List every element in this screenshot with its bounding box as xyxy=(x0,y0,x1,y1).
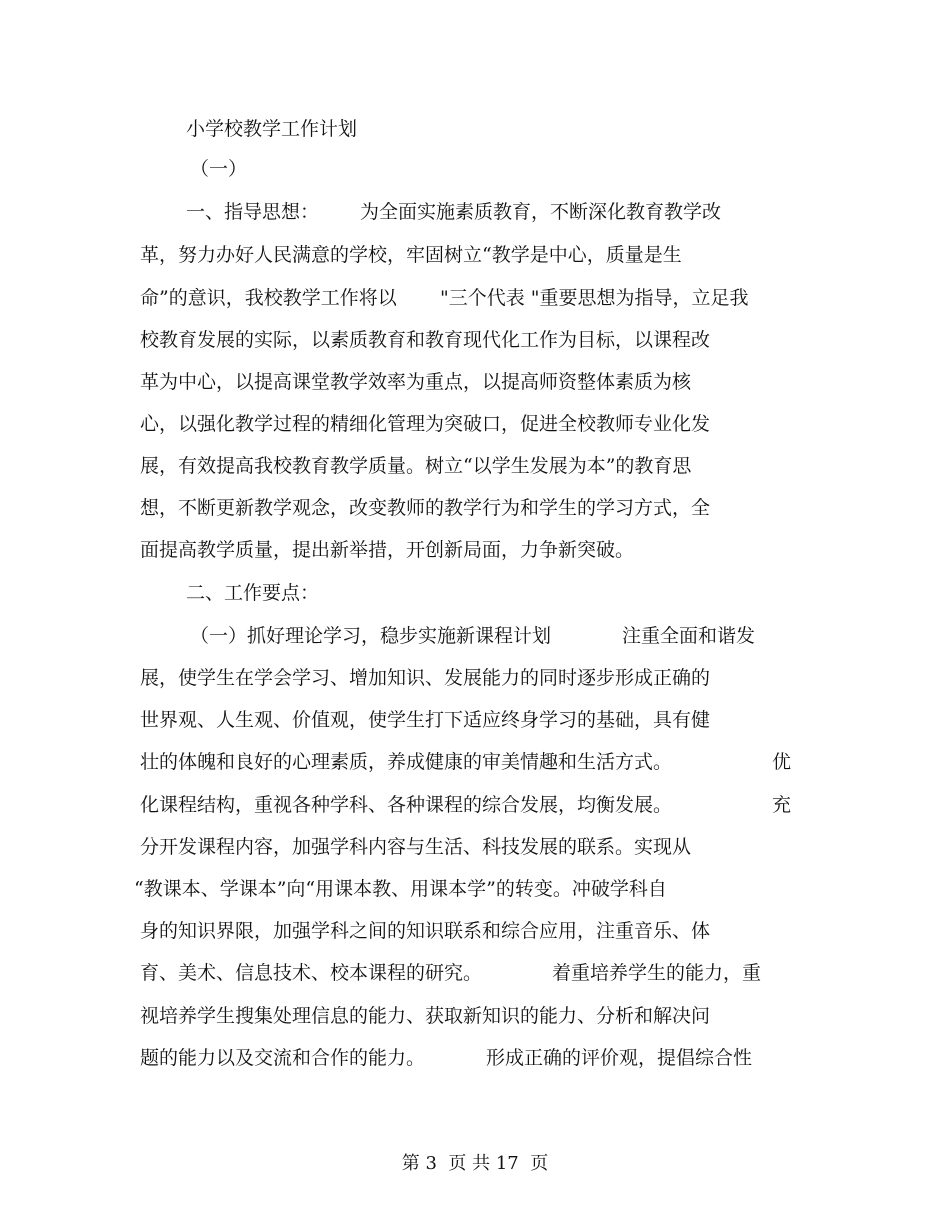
text-segment: 革，努力办好人民满意的学校，牢固树立“教学是中心，质量是生 xyxy=(140,244,682,266)
text-line xyxy=(0,283,950,313)
text-line xyxy=(0,367,950,397)
document-title xyxy=(0,114,950,144)
text-line xyxy=(0,409,950,439)
text-line xyxy=(0,747,950,777)
text-segment: 注重全面和谐发 xyxy=(622,625,756,647)
text-segment: 身的知识界限，加强学科之间的知识联系和综合应用，注重音乐、体 xyxy=(140,920,711,942)
text-segment: "三个代表 "重要思想为指导，立足我 xyxy=(440,287,749,309)
document-subtitle xyxy=(0,154,950,184)
text-segment: 为全面实施素质教育，不断深化教育教学改 xyxy=(360,201,722,223)
text-line xyxy=(0,325,950,355)
text-line xyxy=(0,790,950,820)
text-line xyxy=(0,832,950,862)
text-segment: 分开发课程内容，加强学科内容与生活、科技发展的联系。实现从 xyxy=(140,836,692,858)
text-line xyxy=(0,958,950,988)
subsection-heading: （一）抓好理论学习，稳步实施新课程计划 xyxy=(190,625,552,647)
text-segment: “教课本、学课本”向“用课本教、用课本学”的转变。冲破学科自 xyxy=(134,878,667,900)
text-segment: 充 xyxy=(772,794,792,816)
text-line xyxy=(0,663,950,693)
section-heading: 一、指导思想： xyxy=(186,201,320,223)
text-line xyxy=(0,874,950,904)
text-line xyxy=(0,705,950,735)
text-line xyxy=(0,451,950,481)
text-line xyxy=(0,621,950,651)
text-segment: 壮的体魄和良好的心理素质，养成健康的审美情趣和生活方式。 xyxy=(140,751,673,773)
text-line xyxy=(0,493,950,523)
text-segment: 化课程结构，重视各种学科、各种课程的综合发展，均衡发展。 xyxy=(140,794,673,816)
text-segment: 世界观、人生观、价值观，使学生打下适应终身学习的基础，具有健 xyxy=(140,709,711,731)
text-line xyxy=(0,578,950,608)
text-segment: 优 xyxy=(772,751,792,773)
text-line xyxy=(0,1001,950,1031)
text-segment: 面提高教学质量，提出新举措，开创新局面，力争新突破。 xyxy=(140,539,635,561)
text-line xyxy=(0,1043,950,1073)
section-heading: 二、工作要点： xyxy=(186,582,320,604)
text-segment: 着重培养学生的能力，重 xyxy=(552,962,762,984)
subtitle-text: （一） xyxy=(190,158,248,180)
text-segment: 校教育发展的实际，以素质教育和教育现代化工作为目标，以课程改 xyxy=(140,329,711,351)
title-text: 小学校教学工作计划 xyxy=(186,118,358,140)
page-number-footer: 第 3 页 共 17 页 xyxy=(401,1153,549,1174)
text-segment: 视培养学生搜集处理信息的能力、获取新知识的能力、分析和解决问 xyxy=(140,1005,711,1027)
text-segment: 育、美术、信息技术、校本课程的研究。 xyxy=(140,962,483,984)
text-line xyxy=(0,240,950,270)
text-line xyxy=(0,916,950,946)
text-segment: 题的能力以及交流和合作的能力。 xyxy=(140,1047,426,1069)
text-segment: 革为中心，以提高课堂教学效率为重点，以提高师资整体素质为核 xyxy=(140,371,692,393)
text-segment: 心，以强化教学过程的精细化管理为突破口，促进全校教师专业化发 xyxy=(140,413,711,435)
text-segment: 展，有效提高我校教育教学质量。树立“以学生发展为本”的教育思 xyxy=(140,455,692,477)
text-segment: 展，使学生在学会学习、增加知识、发展能力的同时逐步形成正确的 xyxy=(140,667,711,689)
text-line xyxy=(0,535,950,565)
text-line xyxy=(0,197,950,227)
text-segment: 命”的意识，我校教学工作将以 xyxy=(140,287,397,309)
text-segment: 形成正确的评价观，提倡综合性 xyxy=(486,1047,753,1069)
text-segment: 想，不断更新教学观念，改变教师的教学行为和学生的学习方式，全 xyxy=(140,497,711,519)
